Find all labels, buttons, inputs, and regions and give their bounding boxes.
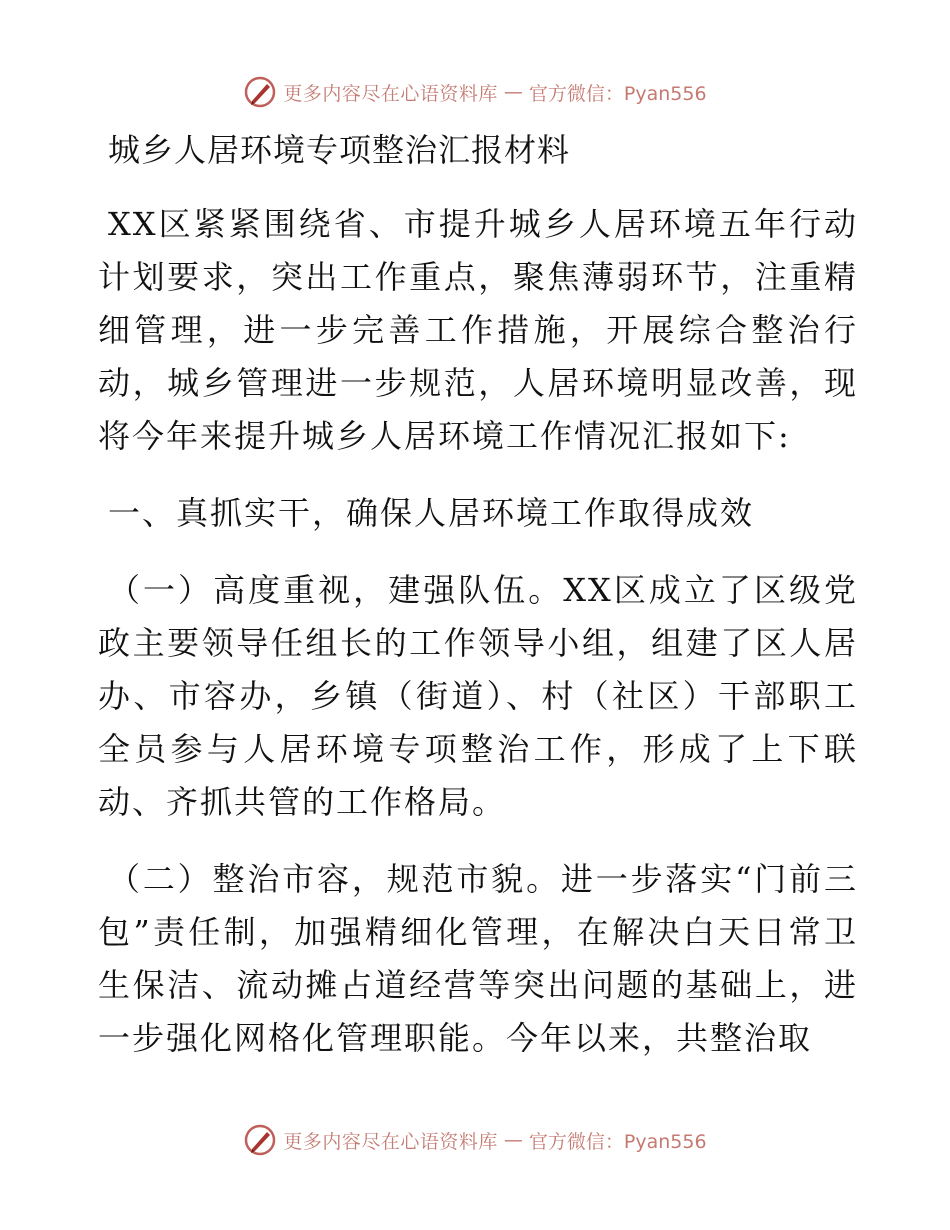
footer-watermark: [0, 1120, 950, 1160]
intro-paragraph: XX区紧紧围绕省、市提升城乡人居环境五年行动计划要求，突出工作重点，聚焦薄弱环节，注重精细管理，进一步完善工作措施，开展综合整治行动，城乡管理进一步规范，人居环境明显改善，现将今年来提升城乡人居环境工作情况汇报如下:: [98, 205, 858, 455]
item-paragraph-1: （一）高度重视，建强队伍。XX区成立了区级党政主要领导任组长的工作领导小组，组建了区人居办、市容办，乡镇（街道）、村（社区）干部职工全员参与人居环境专项整治工作，形成了上下联动、齐抓共管的工作格局。: [98, 571, 858, 821]
watermark-sub-text: 官方微信：Pyan556: [528, 1130, 707, 1153]
section-heading: 一、真抓实干，确保人居环境工作取得成效: [108, 494, 755, 532]
item-paragraph-2: （二）整治市容，规范市貌。进一步落实“门前三包”责任制，加强精细化管理，在解决白天日常卫生保洁、流动摊占道经营等突出问题的基础上，进一步强化网格化管理职能。今年以来，共整治取: [98, 860, 858, 1057]
watermark-sub-text: 官方微信：Pyan556: [528, 82, 707, 105]
watermark-separator: —: [503, 1129, 523, 1151]
quill-pen-logo-icon: [243, 75, 277, 109]
watermark-main-text: 更多内容尽在心语资料库: [283, 1130, 498, 1153]
header-watermark: [0, 72, 950, 112]
quill-pen-logo-icon: [243, 1123, 277, 1157]
document-title: 城乡人居环境专项整治汇报材料: [108, 131, 571, 169]
document-body: [98, 124, 858, 1089]
watermark-main-text: 更多内容尽在心语资料库: [283, 82, 498, 105]
watermark-separator: —: [503, 81, 523, 103]
